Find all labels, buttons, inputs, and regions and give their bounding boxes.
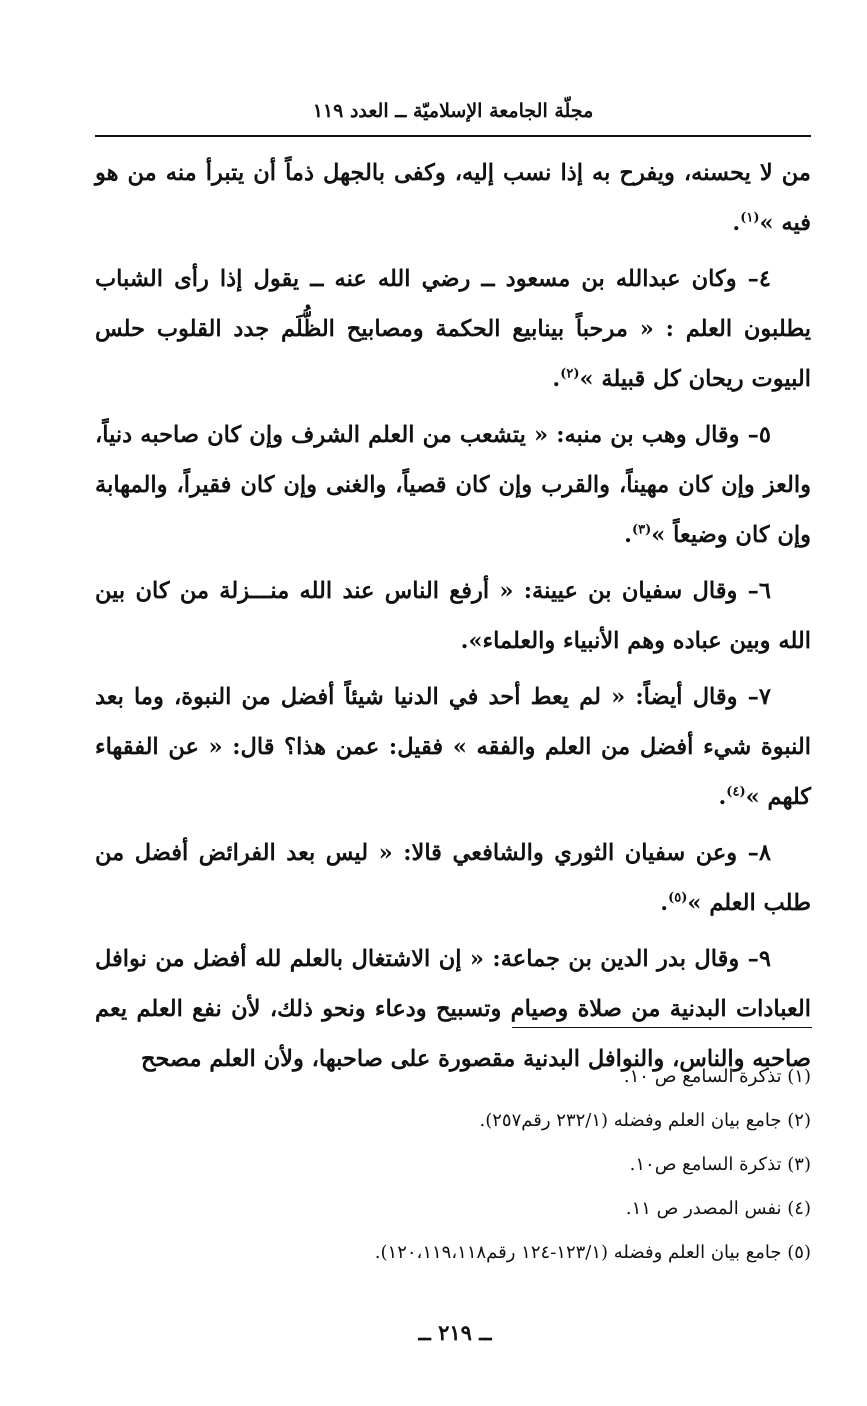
paragraph-end: . [660,890,669,916]
journal-header-title: مجلّة الجامعة الإسلاميّة ــ العدد ١١٩ [312,100,594,122]
paragraph-continuation [95,148,811,248]
footnote-3: (٣) تذكرة السامع ص١٠. [629,1154,811,1175]
paragraph-text: ٤– وكان عبدالله بن مسعود ــ رضي الله عنه ــ يقول إذا رأى الشباب يطلبون العلم : « مرحباً بينابيع الحكمة ومصابيح الظُّلَم جدد القلوب حلس البيوت ريحان كل قبيلة » [95,266,811,392]
footnote-rule [512,1027,812,1028]
footnote-ref: (٣) [631,522,652,538]
footnote-1: (١) تذكرة السامع ص ١٠. [623,1066,811,1087]
paragraph-text: ٥– وقال وهب بن منبه: « يتشعب من العلم الشرف وإن كان صاحبه دنياً، والعز وإن كان مهيناً، والقرب وإن كان قصياً، والغنى وإن كان فقيراً، والمهابة وإن كان وضيعاً » [95,422,811,548]
paragraph-text: ٦– وقال سفيان بن عيينة: « أرفع الناس عند الله منـــزلة من كان بين الله وبين عباده وهم الأنبياء والعلماء». [95,578,811,654]
paragraph-end: . [732,210,741,236]
paragraph-6 [95,566,811,666]
page-number: ــ ٢١٩ ــ [418,1320,492,1345]
paragraph-4 [95,254,811,404]
footnote-ref: (١) [740,210,760,226]
header-rule [95,135,811,137]
paragraph-text: ٩– وقال بدر الدين بن جماعة: « إن الاشتغال بالعلم لله أفضل من نوافل العبادات البدنية من صلاة وصيام وتسبيح ودعاء ونحو ذلك، لأن نفع العلم يعم صاحبه والناس، والنوافل البدنية مقصورة على صاحبها، ولأن العلم مصحح [95,946,811,1072]
footnotes [95,1055,811,1275]
footnote-5: (٥) جامع بيان العلم وفضله (١٢٣/١-١٢٤ رقم١٢٠،١١٩،١١٨). [374,1242,811,1263]
footnote-ref: (٤) [726,784,746,800]
footnote-2: (٢) جامع بيان العلم وفضله (٢٣٢/١ رقم٢٥٧). [479,1110,811,1131]
paragraph-text: ٨– وعن سفيان الثوري والشافعي قالا: « ليس بعد الفرائض أفضل من طلب العلم » [95,840,811,916]
main-text [95,148,811,1090]
paragraph-8 [95,828,811,928]
footnote-ref: (٢) [560,366,580,382]
footnote-4: (٤) نفس المصدر ص ١١. [625,1198,811,1219]
paragraph-text: ٧– وقال أيضاً: « لم يعط أحد في الدنيا شيئاً أفضل من النبوة، وما بعد النبوة شيء أفضل من العلم والفقه » فقيل: عمن هذا؟ قال: « عن الفقهاء كلهم » [95,684,811,810]
paragraph-end: . [624,522,632,548]
paragraph-end: . [718,784,727,810]
footnote-ref: (٥) [668,890,688,906]
paragraph-text: من لا يحسنه، ويفرح به إذا نسب إليه، وكفى بالجهل ذماً أن يتبرأ منه من هو فيه » [95,160,811,236]
paragraph-end: . [552,366,561,392]
paragraph-7 [95,672,811,822]
paragraph-5 [95,410,811,560]
